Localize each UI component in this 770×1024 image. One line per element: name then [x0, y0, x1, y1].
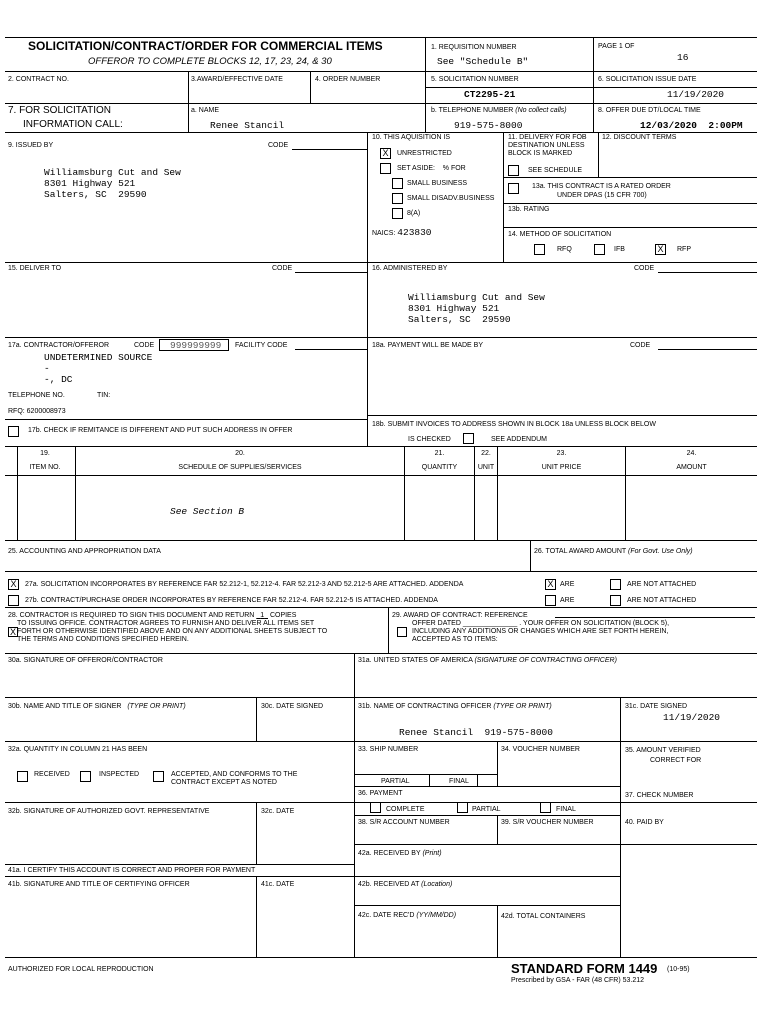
contractor-code-label: CODE [134, 342, 155, 349]
rule [310, 71, 311, 103]
issued-by-address: Williamsburg Cut and Sew 8301 Highway 521 Salters, SC 29590 [44, 167, 181, 200]
for-solicitation-label: 7. FOR SOLICITATION [8, 105, 111, 116]
rule [256, 802, 257, 864]
page-total: 16 [677, 52, 689, 63]
rating-label: 13b. RATING [508, 206, 550, 213]
rated-order-line1: 13a. THIS CONTRACT IS A RATED ORDER [532, 183, 671, 190]
rule [625, 446, 626, 540]
contractor-label: 17a. CONTRACTOR/OFFEROR [8, 342, 109, 349]
col23-number: 23. [556, 450, 567, 457]
rule [188, 71, 189, 132]
see-addendum-label: SEE ADDENDUM [491, 436, 548, 443]
rule [503, 227, 757, 228]
27b-text: 27b. CONTRACT/PURCHASE ORDER INCORPORATES BY REFERENCE FAR 52.212-4. FAR 52.212-5 IS ATTACHED. ADDENDA [25, 597, 438, 604]
received-label: RECEIVED [34, 771, 70, 778]
usa-signature-label: 31a. UNITED STATES OF AMERICA (SIGNATURE OF CONTRACTING OFFICER) [358, 657, 617, 664]
27a-are-label: ARE [560, 581, 575, 588]
27b-checkbox[interactable] [8, 595, 19, 606]
ship-partial-label: PARTIAL [381, 778, 410, 785]
col22-label: UNIT [477, 464, 495, 471]
rule [388, 607, 389, 653]
small-disadv-checkbox[interactable] [392, 193, 403, 204]
rule [658, 272, 757, 273]
contractor-tin-label: TIN: [97, 392, 111, 399]
col23-label: UNIT PRICE [541, 464, 582, 471]
inspected-checkbox[interactable] [80, 771, 91, 782]
rfq-checkbox[interactable] [534, 244, 545, 255]
accepted-checkbox[interactable] [153, 771, 164, 782]
29-checkbox[interactable] [397, 627, 407, 637]
col22-number: 22. [481, 450, 491, 457]
rule [5, 540, 757, 541]
officer-name-label: 31b. NAME OF CONTRACTING OFFICER (TYPE OR PRINT) [358, 703, 552, 710]
small-business-checkbox[interactable] [392, 178, 403, 189]
solicitation-number-value: CT2295-21 [464, 89, 516, 100]
rule [256, 697, 257, 741]
rule [354, 786, 620, 787]
accepted-label: ACCEPTED, AND CONFORMS TO THE CONTRACT EXCEPT AS NOTED [171, 771, 298, 786]
offeror-signature-label: 30a. SIGNATURE OF OFFEROR/CONTRACTOR [8, 657, 163, 664]
rule [5, 132, 757, 133]
rule [354, 815, 620, 816]
rule [5, 419, 367, 420]
rule [5, 103, 757, 104]
payment-final-label: FINAL [556, 806, 576, 813]
rule [295, 349, 367, 350]
page-label: PAGE 1 OF [598, 43, 635, 50]
contractor-code-value: 999999999 [170, 340, 222, 351]
requisition-label: 1. REQUISITION NUMBER [431, 44, 517, 51]
rule [658, 349, 757, 350]
see-schedule-checkbox[interactable] [508, 165, 519, 176]
rule [429, 774, 430, 786]
rule [593, 37, 594, 132]
rule [425, 37, 426, 132]
payment-code-label: CODE [630, 342, 651, 349]
form-subtitle: OFFEROR TO COMPLETE BLOCKS 12, 17, 23, 24, & 30 [88, 56, 332, 67]
rule [5, 876, 355, 877]
set-aside-label: SET ASIDE: % FOR [397, 165, 466, 172]
rule [354, 653, 355, 957]
col20-label: SCHEDULE OF SUPPLIES/SERVICES [178, 464, 302, 471]
received-checkbox[interactable] [17, 771, 28, 782]
ship-number-label: 33. SHIP NUMBER [358, 746, 419, 753]
rfp-label: RFP [677, 246, 691, 253]
rule [5, 571, 757, 572]
administered-by-address: Williamsburg Cut and Sew 8301 Highway 521 Salters, SC 29590 [408, 292, 545, 325]
accounting-label: 25. ACCOUNTING AND APPROPRIATION DATA [8, 548, 161, 555]
submit-invoices-line2: IS CHECKED [408, 436, 451, 443]
col24-number: 24. [686, 450, 697, 457]
complete-checkbox[interactable] [370, 802, 381, 813]
27a-are-not-label: ARE NOT ATTACHED [627, 581, 697, 588]
rule [5, 864, 355, 865]
rfp-checkbox[interactable]: X [655, 244, 666, 255]
rule [5, 653, 757, 654]
col24-label: AMOUNT [676, 464, 707, 471]
quantity-label: 32a. QUANTITY IN COLUMN 21 HAS BEEN [8, 746, 148, 753]
payment-partial-checkbox[interactable] [457, 802, 468, 813]
offer-due-label: 8. OFFER DUE DT/LOCAL TIME [598, 107, 701, 114]
discount-terms-label: 12. DISCOUNT TERMS [602, 134, 677, 141]
ifb-checkbox[interactable] [594, 244, 605, 255]
signer-name-label: 30b. NAME AND TITLE OF SIGNER (TYPE OR PRINT) [8, 703, 186, 710]
rule [292, 149, 367, 150]
name-value: Renee Stancil [210, 120, 285, 131]
rfq-label: RFQ [557, 246, 572, 253]
rule [5, 71, 757, 72]
administered-by-label: 16. ADMINISTERED BY [372, 265, 448, 272]
issue-date-value: 11/19/2020 [667, 89, 725, 100]
rule [598, 132, 599, 177]
requisition-value: See "Schedule B" [437, 56, 529, 67]
contractor-address: UNDETERMINED SOURCE - -, DC [44, 352, 153, 385]
officer-date-label: 31c. DATE SIGNED [625, 703, 688, 710]
rule [354, 802, 757, 803]
unrestricted-checkbox[interactable]: X [380, 148, 391, 159]
rule [367, 132, 368, 447]
col19-number: 19. [40, 450, 50, 457]
27b-are-label: ARE [560, 597, 575, 604]
rule [368, 415, 757, 416]
issued-code-label: CODE [268, 142, 289, 149]
rule [5, 802, 355, 803]
voucher-number-label: 34. VOUCHER NUMBER [501, 746, 580, 753]
rule [620, 697, 621, 741]
rule [5, 475, 757, 476]
rule [5, 337, 757, 338]
rule [503, 177, 757, 178]
certifying-officer-label: 41b. SIGNATURE AND TITLE OF CERTIFYING OFFICER [8, 881, 190, 888]
date-received-label: 42c. DATE REC'D (YY/MM/DD) [358, 912, 457, 919]
rule [5, 446, 757, 447]
see-section-b: See Section B [170, 506, 245, 517]
27b-are-checkbox[interactable] [545, 595, 556, 606]
paid-by-label: 40. PAID BY [625, 819, 664, 826]
rule [256, 876, 257, 957]
remittance-checkbox[interactable] [8, 426, 19, 437]
remittance-label: 17b. CHECK IF REMITANCE IS DIFFERENT AND PUT SUCH ADDRESS IN OFFER [28, 427, 293, 434]
rule [474, 446, 475, 540]
unrestricted-label: UNRESTRICTED [397, 150, 452, 157]
officer-date-value: 11/19/2020 [663, 712, 721, 723]
rule [425, 87, 757, 88]
27a-are-checkbox[interactable]: X [545, 579, 556, 590]
rated-order-line2: UNDER DPAS (15 CFR 700) [557, 192, 647, 199]
rule [5, 37, 757, 38]
govt-rep-signature-label: 32b. SIGNATURE OF AUTHORIZED GOVT. REPRESENTATIVE [8, 808, 210, 815]
form-name: STANDARD FORM 1449 [511, 961, 658, 976]
set-aside-checkbox[interactable] [380, 163, 391, 174]
prescribed-by: Prescribed by GSA - FAR (48 CFR) 53.212 [511, 977, 645, 984]
27b-are-not-label: ARE NOT ATTACHED [627, 597, 697, 604]
rule [354, 905, 620, 906]
rule [477, 774, 478, 786]
form-title: SOLICITATION/CONTRACT/ORDER FOR COMMERCIAL ITEMS [28, 39, 383, 53]
order-number-label: 4. ORDER NUMBER [315, 76, 381, 83]
eight-a-label: 8(A) [407, 210, 421, 217]
total-award-label: 26. TOTAL AWARD AMOUNT (For Govt. Use Only) [534, 548, 693, 555]
28-checkbox[interactable]: X [9, 627, 16, 637]
certify-label: 41a. I CERTIFY THIS ACCOUNT IS CORRECT AND PROPER FOR PAYMENT [8, 867, 256, 874]
col20-number: 20. [235, 450, 245, 457]
signer-date-label: 30c. DATE SIGNED [261, 703, 324, 710]
rfq-number: RFQ: 6200008973 [8, 408, 66, 415]
rule [555, 617, 755, 618]
deliver-code-label: CODE [272, 265, 293, 272]
naics-label: NAICS: 423830 [372, 227, 432, 238]
payment-partial-label: PARTIAL [472, 806, 501, 813]
rule [503, 203, 757, 204]
rule [295, 272, 367, 273]
sr-voucher-label: 39. S/R VOUCHER NUMBER [501, 819, 594, 826]
rule [354, 876, 620, 877]
rule [75, 446, 76, 540]
telephone-label: b. TELEPHONE NUMBER (No collect calls) [431, 107, 567, 114]
contractor-telephone-label: TELEPHONE NO. [8, 392, 65, 399]
27b-are-not-checkbox[interactable] [610, 595, 621, 606]
rule [404, 446, 405, 540]
see-schedule-label: SEE SCHEDULE [528, 167, 583, 174]
rule [5, 262, 367, 263]
small-business-label: SMALL BUSINESS [407, 180, 468, 187]
acquisition-label: 10. THIS AQUISITION IS [372, 134, 451, 141]
rule [497, 741, 498, 786]
sr-account-label: 38. S/R ACCOUNT NUMBER [358, 819, 450, 826]
issue-date-label: 6. SOLICITATION ISSUE DATE [598, 76, 697, 83]
col19-label: ITEM NO. [29, 464, 61, 471]
form-revision: (10-95) [667, 966, 690, 973]
col21-label: QUANTITY [421, 464, 458, 471]
rule [17, 446, 18, 540]
payment-label: 36. PAYMENT [358, 790, 403, 797]
contract-no-label: 2. CONTRACT NO. [8, 76, 69, 83]
ifb-label: IFB [614, 246, 625, 253]
officer-name-value: Renee Stancil 919-575-8000 [399, 727, 553, 738]
issued-by-label: 9. ISSUED BY [8, 142, 54, 149]
received-at-label: 42b. RECEIVED AT (Location) [358, 881, 453, 888]
deliver-to-label: 15. DELIVER TO [8, 265, 62, 272]
offer-due-value: 12/03/2020 2:00PM [640, 120, 743, 131]
rated-order-checkbox[interactable] [508, 183, 519, 194]
rule [5, 607, 757, 608]
total-containers-label: 42d. TOTAL CONTAINERS [501, 913, 586, 920]
rule [497, 905, 498, 957]
see-addendum-checkbox[interactable] [463, 433, 474, 444]
small-disadv-label: SMALL DISADV.BUSINESS [407, 195, 495, 202]
certifying-date-label: 41c. DATE [261, 881, 295, 888]
administered-code-label: CODE [634, 265, 655, 272]
rule [530, 540, 531, 571]
rule [503, 132, 504, 262]
award-date-label: 3.AWARD/EFFECTIVE DATE [191, 76, 283, 83]
delivery-fob-label: 11. DELIVERY FOR FOB DESTINATION UNLESS BLOCK IS MARKED [508, 134, 587, 157]
name-label: a. NAME [191, 107, 220, 114]
col21-number: 21. [434, 450, 445, 457]
rule [5, 697, 757, 698]
rule [620, 741, 621, 957]
block29-text: 29. AWARD OF CONTRACT: REFERENCE OFFER DATED ______________ . YOUR OFFER ON SOLICITATION (BLOCK 5), INCLUDING ANY ADDITIONS OR CHANGES WHICH ARE SET FORTH HEREIN, ACCEPTED AS TO ITEMS: [392, 612, 670, 643]
govt-rep-date-label: 32c. DATE [261, 808, 295, 815]
rule [497, 446, 498, 540]
27a-text: 27a. SOLICITATION INCORPORATES BY REFERENCE FAR 52.212-1, 52.212-4. FAR 52.212-3 AND 52.212-5 ARE ATTACHED. ADDENDA [25, 581, 464, 588]
rule [5, 957, 757, 958]
inspected-label: INSPECTED [99, 771, 140, 778]
eight-a-checkbox[interactable] [392, 208, 403, 219]
rule [497, 815, 498, 844]
submit-invoices-line1: 18b. SUBMIT INVOICES TO ADDRESS SHOWN IN BLOCK 18a UNLESS BLOCK BELOW [372, 421, 656, 428]
rule [5, 741, 757, 742]
rule [368, 262, 757, 263]
block28-text: 28. CONTRACTOR IS REQUIRED TO SIGN THIS DOCUMENT AND RETURN 1 COPIES TO ISSUING OFFICE. CONTRACTOR AGREES TO FURNISH AND DELIVER ALL ITEMS SET FORTH OR OTHERWISE IDENTIFIED ABOVE AND ON ANY ADDITIONAL SHEETS SUBJECT TO THE TERMS AND CONDITIONS SPECIFIED HEREIN. [8, 612, 328, 643]
method-label: 14. METHOD OF SOLICITATION [508, 231, 612, 238]
ship-final-label: FINAL [449, 778, 469, 785]
amount-verified-label: 35. AMOUNT VERIFIED CORRECT FOR [625, 747, 702, 764]
complete-label: COMPLETE [386, 806, 425, 813]
telephone-value: 919-575-8000 [454, 120, 523, 131]
27a-checkbox[interactable]: X [8, 579, 19, 590]
authorized-reproduction: AUTHORIZED FOR LOCAL REPRODUCTION [8, 966, 154, 973]
27a-are-not-checkbox[interactable] [610, 579, 621, 590]
payment-by-label: 18a. PAYMENT WILL BE MADE BY [372, 342, 483, 349]
rule [354, 774, 497, 775]
payment-final-checkbox[interactable] [540, 802, 551, 813]
rule [354, 844, 757, 845]
solicitation-number-label: 5. SOLICITATION NUMBER [431, 76, 519, 83]
information-call-label: INFORMATION CALL: [23, 119, 123, 130]
check-number-label: 37. CHECK NUMBER [625, 792, 694, 799]
facility-code-label: FACILITY CODE [235, 342, 288, 349]
received-by-label: 42a. RECEIVED BY (Print) [358, 850, 442, 857]
